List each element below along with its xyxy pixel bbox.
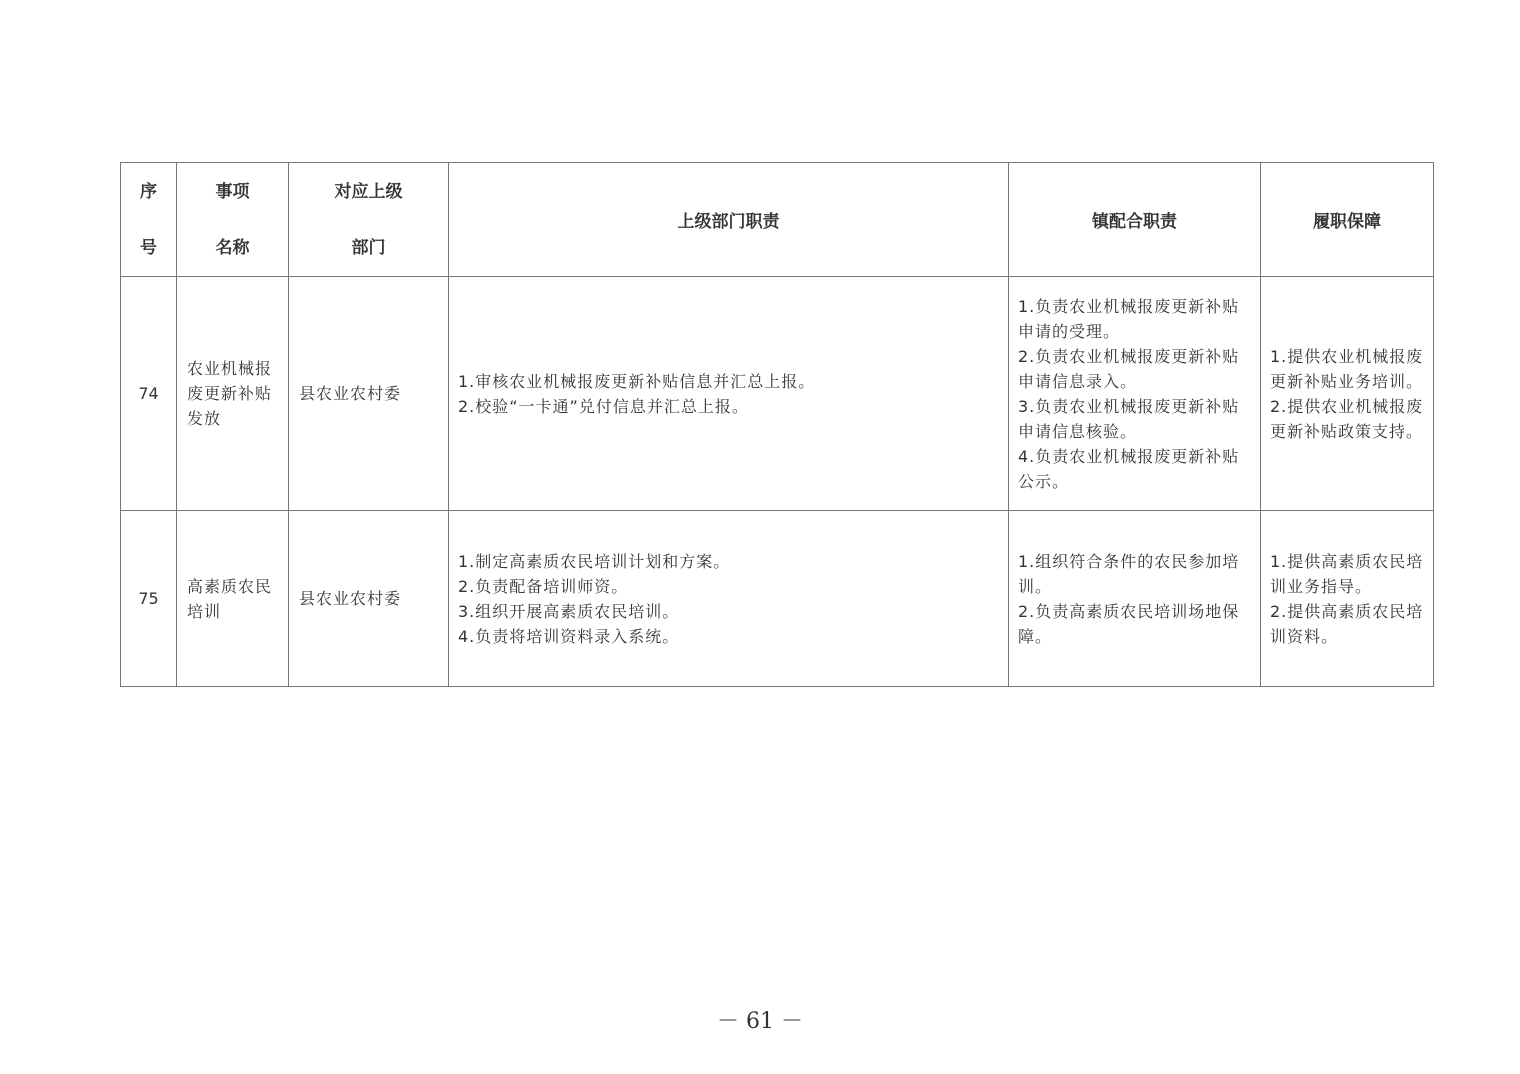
list-item: 4.负责将培训资料录入系统。 bbox=[458, 626, 680, 646]
header-upper-duty: 上级部门职责 bbox=[449, 163, 1009, 277]
header-item-name: 事项 名称 bbox=[177, 163, 289, 277]
list-item: 2.提供农业机械报废更新补贴政策支持。 bbox=[1270, 396, 1424, 441]
list-item: 2.负责高素质农民培训场地保障。 bbox=[1018, 601, 1240, 646]
header-town-duty: 镇配合职责 bbox=[1009, 163, 1261, 277]
row-dept: 县农业农村委 bbox=[289, 277, 449, 511]
table-row bbox=[121, 511, 1434, 687]
row-seq: 74 bbox=[121, 277, 177, 511]
row-upper-duty bbox=[449, 277, 1009, 511]
list-item: 1.制定高素质农民培训计划和方案。 bbox=[458, 551, 731, 571]
list-item: 3.组织开展高素质农民培训。 bbox=[458, 601, 680, 621]
duties-table bbox=[120, 162, 1434, 687]
list-item: 2.负责配备培训师资。 bbox=[458, 576, 629, 596]
list-item: 1.负责农业机械报废更新补贴申请的受理。 bbox=[1018, 296, 1240, 341]
list-item: 2.校验“一卡通”兑付信息并汇总上报。 bbox=[458, 396, 749, 416]
list-item: 3.负责农业机械报废更新补贴申请信息核验。 bbox=[1018, 396, 1240, 441]
list-item: 2.提供高素质农民培训资料。 bbox=[1270, 601, 1424, 646]
header-upper-dept: 对应上级 部门 bbox=[289, 163, 449, 277]
list-item: 4.负责农业机械报废更新补贴公示。 bbox=[1018, 446, 1240, 491]
list-item: 1.提供高素质农民培训业务指导。 bbox=[1270, 551, 1424, 596]
row-dept: 县农业农村委 bbox=[289, 511, 449, 687]
page-number: － 61 － bbox=[717, 1009, 803, 1034]
list-item: 1.提供农业机械报废更新补贴业务培训。 bbox=[1270, 346, 1424, 391]
row-guarantee bbox=[1261, 511, 1434, 687]
list-item: 2.负责农业机械报废更新补贴申请信息录入。 bbox=[1018, 346, 1240, 391]
row-upper-duty bbox=[449, 511, 1009, 687]
list-item: 1.审核农业机械报废更新补贴信息并汇总上报。 bbox=[458, 371, 816, 391]
table-row bbox=[121, 277, 1434, 511]
row-item-name: 高素质农民培训 bbox=[177, 511, 289, 687]
row-guarantee bbox=[1261, 277, 1434, 511]
table-header-row bbox=[121, 163, 1434, 277]
row-town-duty bbox=[1009, 511, 1261, 687]
row-item-name: 农业机械报废更新补贴发放 bbox=[177, 277, 289, 511]
list-item: 1.组织符合条件的农民参加培训。 bbox=[1018, 551, 1240, 596]
header-guarantee: 履职保障 bbox=[1261, 163, 1434, 277]
header-seq: 序 号 bbox=[121, 163, 177, 277]
row-seq: 75 bbox=[121, 511, 177, 687]
row-town-duty bbox=[1009, 277, 1261, 511]
